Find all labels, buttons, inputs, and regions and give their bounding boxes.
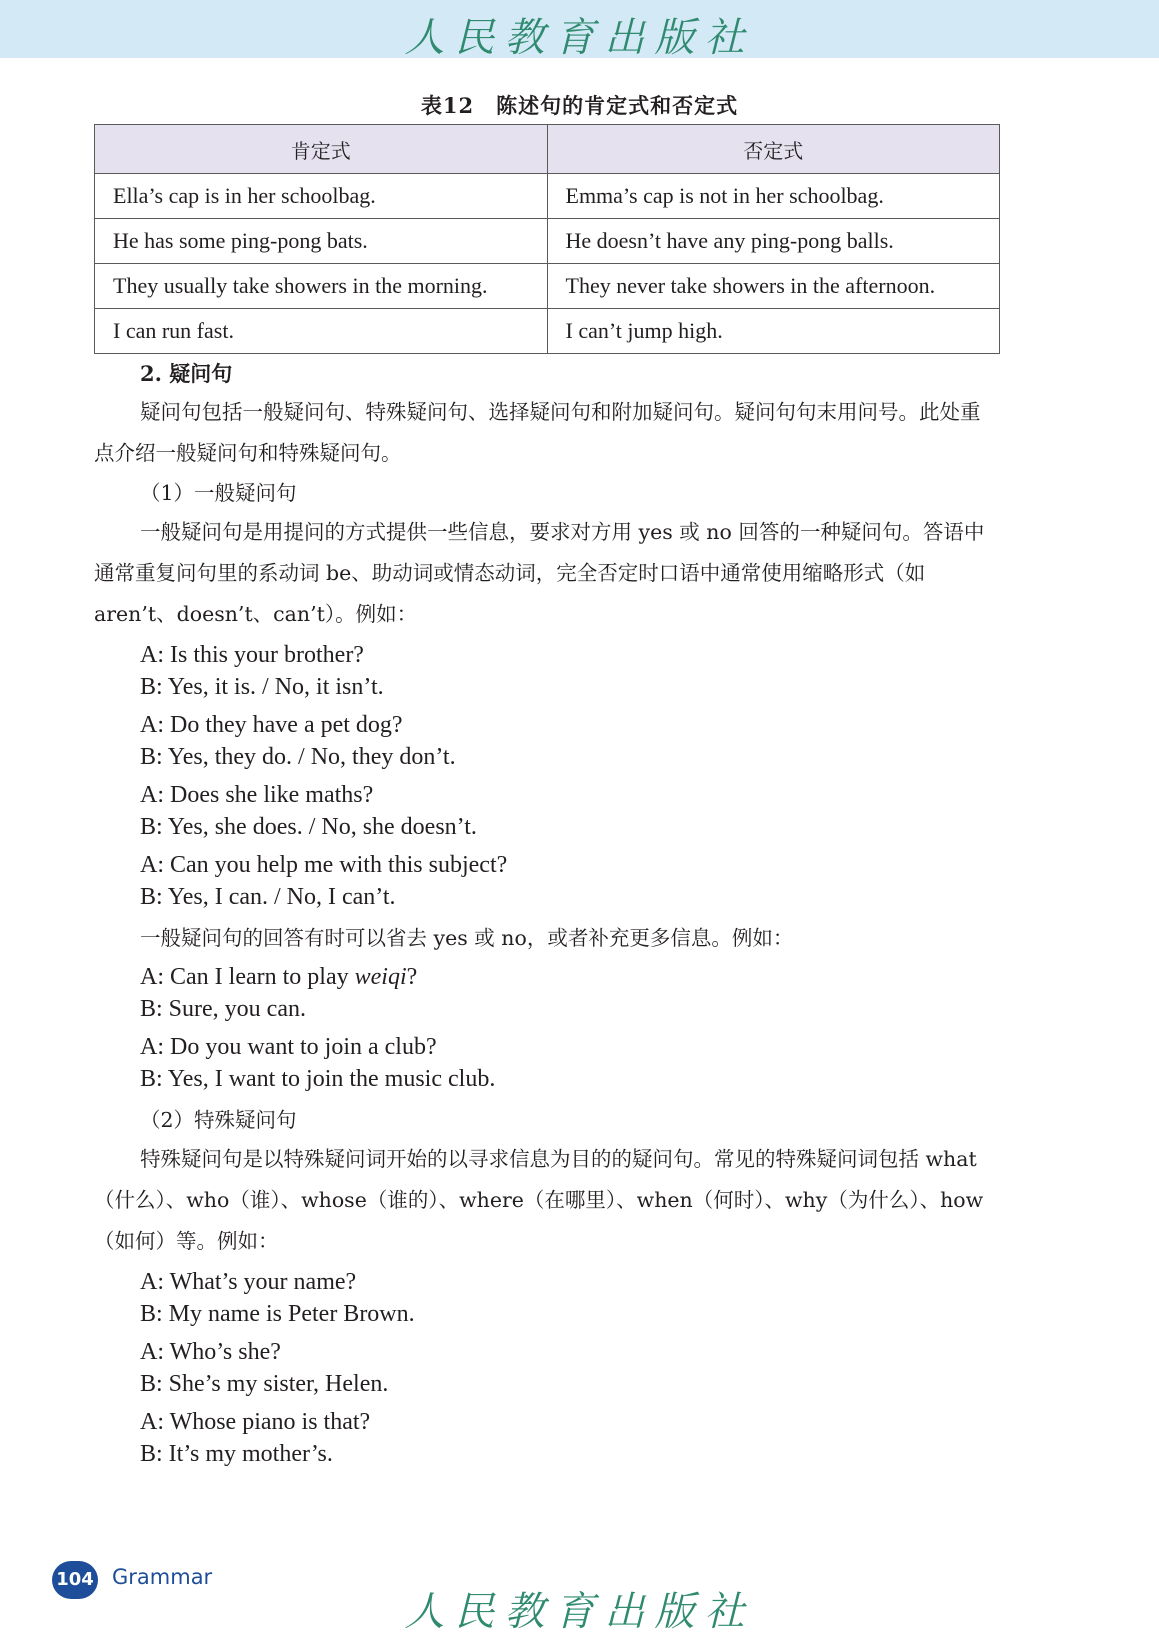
dialogue-line: A: Does she like maths? bbox=[140, 782, 374, 808]
table-row bbox=[95, 174, 1000, 219]
dialogue bbox=[140, 1266, 1000, 1330]
dialogue-line: B: My name is Peter Brown. bbox=[140, 1301, 415, 1327]
publisher-logo-bottom: 人民教育出版社 bbox=[404, 1589, 755, 1635]
table-cell: Emma’s cap is not in her schoolbag. bbox=[547, 174, 1000, 219]
dialogue-line: B: Yes, I can. / No, I can’t. bbox=[140, 884, 396, 910]
section-intro: 疑问句包括一般疑问句、特殊疑问句、选择疑问句和附加疑问句。疑问句句末用问号。此处重点介绍一般疑问句和特殊疑问句。 bbox=[94, 400, 981, 465]
subsection-heading-special: （2）特殊疑问句 bbox=[140, 1108, 297, 1132]
dialogue-line: B: It’s my mother’s. bbox=[140, 1441, 333, 1467]
dialogue-line: A: Whose piano is that? bbox=[140, 1409, 371, 1435]
dialogue bbox=[140, 639, 1000, 703]
dialogue bbox=[140, 709, 1000, 773]
col-header-affirmative: 肯定式 bbox=[95, 125, 548, 174]
dialogue-line bbox=[140, 961, 1000, 993]
dialogue-line: B: Sure, you can. bbox=[140, 996, 306, 1022]
table-cell: Ella’s cap is in her schoolbag. bbox=[95, 174, 548, 219]
table-row bbox=[95, 309, 1000, 354]
statement-table bbox=[94, 124, 1000, 354]
dialogue-text: A: Can I learn to play bbox=[140, 964, 355, 990]
section-heading: 2. 疑问句 bbox=[140, 361, 233, 386]
publisher-logo-top: 人民教育出版社 bbox=[404, 15, 755, 61]
page-number-badge: 104 bbox=[52, 1561, 98, 1599]
table-title: 表12 陈述句的肯定式和否定式 bbox=[420, 93, 739, 118]
dialogue bbox=[140, 1406, 1000, 1470]
table-cell: He has some ping-pong bats. bbox=[95, 219, 548, 264]
dialogue-line: A: Is this your brother? bbox=[140, 642, 364, 668]
table-cell: They never take showers in the afternoon. bbox=[547, 264, 1000, 309]
dialogue bbox=[140, 849, 1000, 913]
table-row bbox=[95, 264, 1000, 309]
subsection-heading-general: （1）一般疑问句 bbox=[140, 481, 297, 505]
dialogue-line: A: Can you help me with this subject? bbox=[140, 852, 508, 878]
dialogue-line: B: Yes, I want to join the music club. bbox=[140, 1066, 496, 1092]
dialogue-line: A: What’s your name? bbox=[140, 1269, 357, 1295]
main-content bbox=[94, 356, 1000, 1476]
dialogue-line: B: Yes, it is. / No, it isn’t. bbox=[140, 674, 384, 700]
dialogue-line: B: She’s my sister, Helen. bbox=[140, 1371, 389, 1397]
table-cell: I can’t jump high. bbox=[547, 309, 1000, 354]
dialogue bbox=[140, 1336, 1000, 1400]
dialogue-line: A: Do you want to join a club? bbox=[140, 1034, 437, 1060]
dialogue-text: ? bbox=[406, 964, 418, 990]
dialogue bbox=[140, 1031, 1000, 1095]
special-question-explanation: 特殊疑问句是以特殊疑问词开始的以寻求信息为目的的疑问句。常见的特殊疑问词包括 what（什么）、who（谁）、whose（谁的）、where（在哪里）、when（何时）、why（为什么）、how（如何）等。例如： bbox=[94, 1147, 984, 1253]
footer-section-label: Grammar bbox=[112, 1565, 213, 1589]
table-cell: They usually take showers in the morning. bbox=[95, 264, 548, 309]
table-cell: He doesn’t have any ping-pong balls. bbox=[547, 219, 1000, 264]
general-question-explanation: 一般疑问句是用提问的方式提供一些信息，要求对方用 yes 或 no 回答的一种疑问句。答语中通常重复问句里的系动词 be、助动词或情态动词，完全否定时口语中通常使用缩略形式（如 aren’t、doesn’t、can’t）。例如： bbox=[94, 520, 985, 626]
table-row bbox=[95, 219, 1000, 264]
dialogue-line: B: Yes, they do. / No, they don’t. bbox=[140, 744, 456, 770]
dialogue-line: A: Do they have a pet dog? bbox=[140, 712, 403, 738]
table-cell: I can run fast. bbox=[95, 309, 548, 354]
col-header-negative: 否定式 bbox=[547, 125, 1000, 174]
dialogue-line: A: Who’s she? bbox=[140, 1339, 281, 1365]
dialogue-italic-word: weiqi bbox=[354, 964, 407, 990]
dialogue bbox=[140, 961, 1000, 1025]
dialogue-line: B: Yes, she does. / No, she doesn’t. bbox=[140, 814, 477, 840]
general-answer-note: 一般疑问句的回答有时可以省去 yes 或 no，或者补充更多信息。例如： bbox=[140, 926, 794, 950]
dialogue bbox=[140, 779, 1000, 843]
